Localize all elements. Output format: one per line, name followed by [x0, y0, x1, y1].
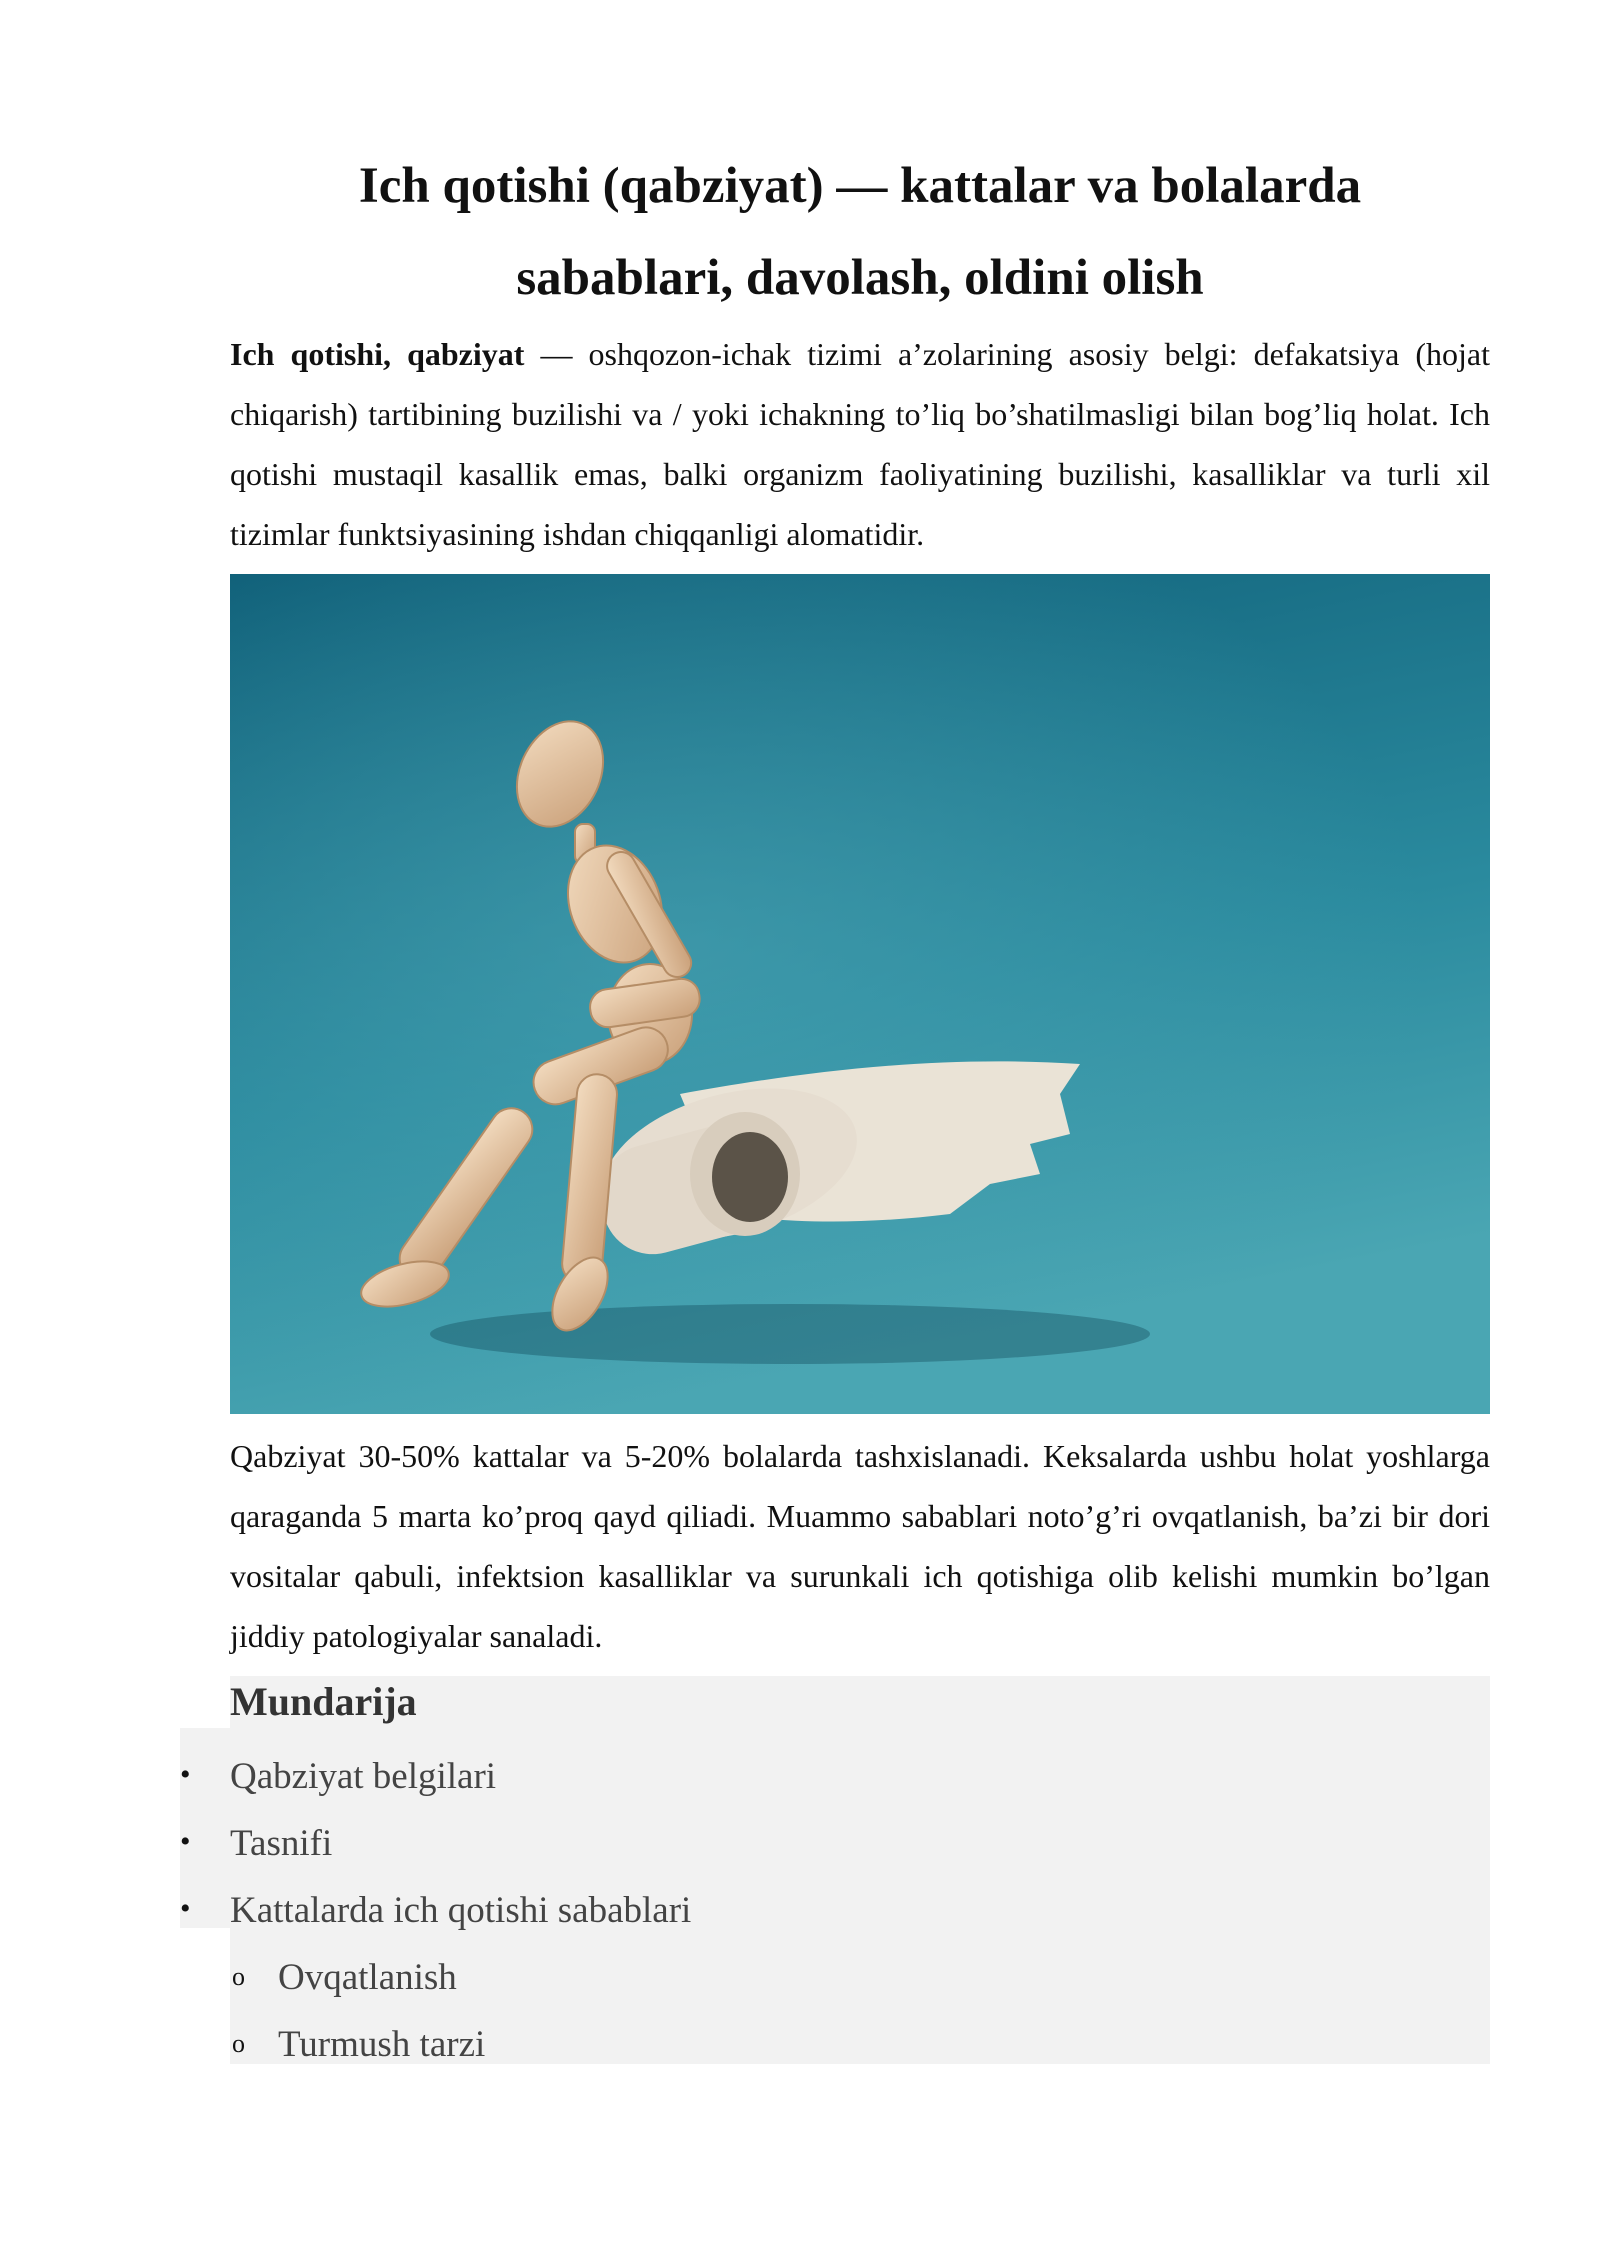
toc-link-ovqatlanish[interactable]: Ovqatlanish: [278, 1957, 457, 1998]
toc-link-tasnifi[interactable]: Tasnifi: [230, 1823, 333, 1864]
toc-heading: Mundarija: [230, 1679, 417, 1724]
toc-bullet: •: [180, 1758, 191, 1791]
document-title: [230, 140, 1490, 324]
intro-text: — oshqozon-ichak tizimi a’zolarining asosiy belgi: defakatsiya (hojat chiqarish) tartibining buzilishi va / yoki ichakning to’liq bo’shatilmasligi bilan bog’liq holat. Ich qotishi mustaqil kasallik emas, balki organizm faoliyatining buzilishi, kasalliklar va turli xil tizimlar funktsiyasining ishdan chiqqanligi alomatidir.: [230, 336, 1491, 552]
toc-sub-bullet: o: [232, 1962, 245, 1991]
table-of-contents: [180, 1676, 1490, 2064]
mannequin-photo: [230, 574, 1490, 1414]
toc-sub-bullet: o: [232, 2029, 245, 2058]
toc-link-turmush-tarzi[interactable]: Turmush tarzi: [278, 2024, 486, 2065]
toc-bullet: •: [180, 1892, 191, 1925]
intro-paragraph: [230, 324, 1490, 564]
toc-bullet: •: [180, 1825, 191, 1858]
stats-paragraph: Qabziyat 30-50% kattalar va 5-20% bolalarda tashxislanadi. Keksalarda ushbu holat yoshlarga qaraganda 5 marta ko’proq qayd qiliadi. Muammo sabablari noto’g’ri ovqatlanish, ba’zi bir dori vositalar qabuli, infektsion kasalliklar va surunkali ich qotishiga olib kelishi mumkin bo’lgan jiddiy patologiyalar sanaladi.: [230, 1438, 1490, 1654]
document-page: [230, 140, 1490, 1666]
toc-background: [230, 1676, 1490, 2064]
title-line-2: sabablari, davolash, oldini olish: [516, 250, 1204, 306]
toc-link-qabziyat-belgilari[interactable]: Qabziyat belgilari: [230, 1756, 497, 1797]
intro-lead: Ich qotishi, qabziyat: [230, 336, 525, 372]
title-line-1: Ich qotishi (qabziyat) — kattalar va bolalarda: [358, 158, 1362, 214]
toc-link-kattalarda-sabablari[interactable]: Kattalarda ich qotishi sabablari: [230, 1890, 692, 1931]
